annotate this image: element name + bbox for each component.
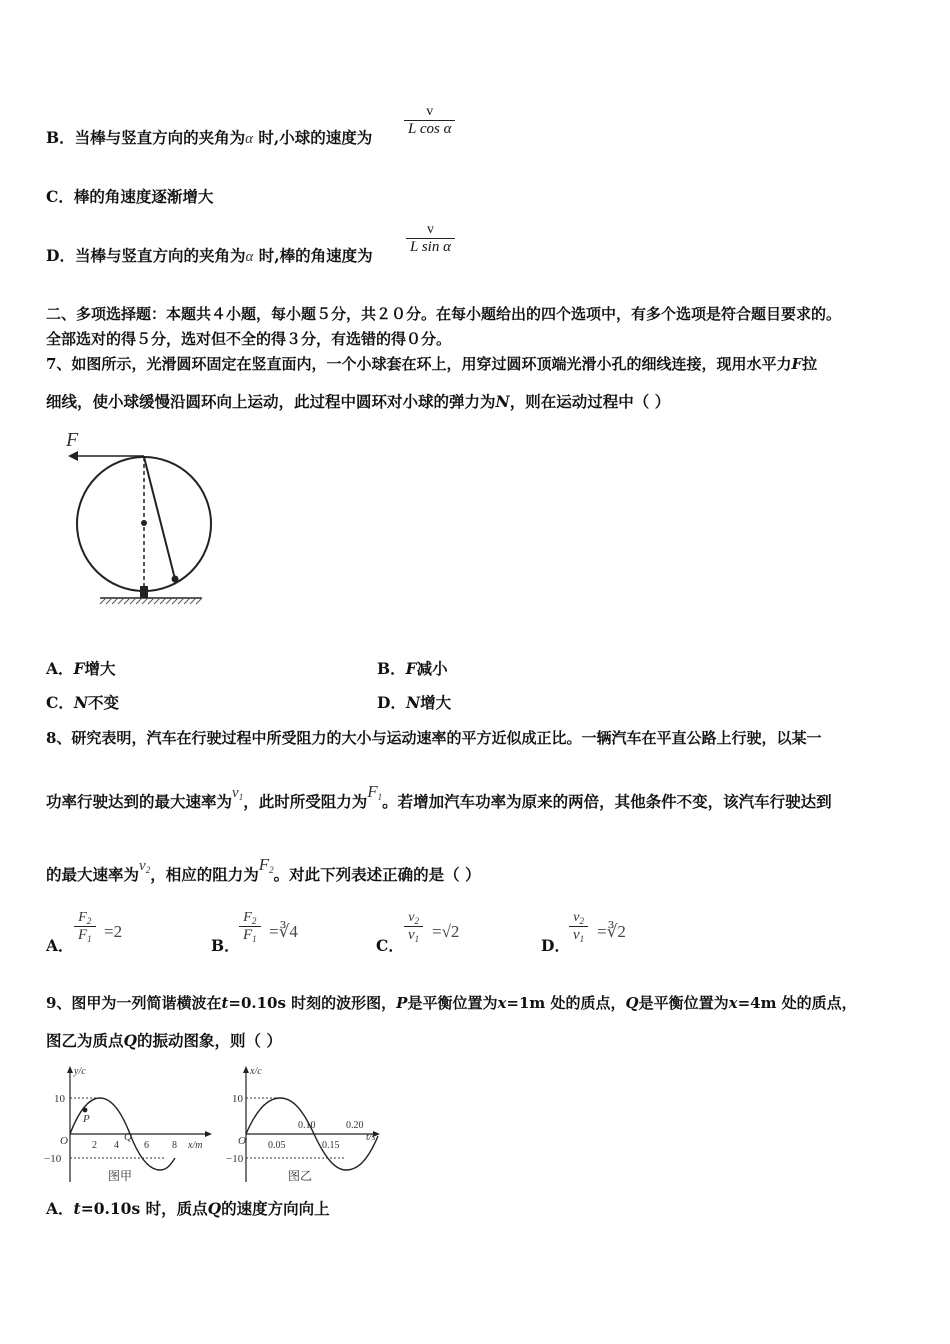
q9-option-a bbox=[46, 1201, 330, 1217]
var-x: x bbox=[497, 994, 507, 1012]
var-Q: Q bbox=[207, 1199, 222, 1218]
q7-stem-line2 bbox=[46, 394, 670, 410]
q8-text: ，此时所受阻力为 bbox=[243, 792, 368, 811]
fraction-numerator: v bbox=[426, 104, 434, 119]
q9-text: 图乙为质点 bbox=[46, 1031, 124, 1050]
var-subscript: 2 bbox=[269, 865, 274, 875]
string bbox=[144, 457, 175, 579]
t-tick: 0.05 bbox=[268, 1140, 286, 1151]
q9-text: =4m 处的质点， bbox=[737, 994, 857, 1012]
var-letter: v bbox=[139, 858, 146, 874]
x-axis-label: t/s bbox=[366, 1132, 376, 1143]
ratio-fraction bbox=[239, 910, 261, 944]
x-tick: 8 bbox=[172, 1140, 177, 1151]
ratio-rhs: =√2 bbox=[432, 922, 460, 941]
force-label: F bbox=[66, 429, 79, 451]
option-prefix: B． bbox=[377, 659, 406, 678]
q8-option-d bbox=[541, 910, 691, 962]
var-N: N bbox=[495, 392, 510, 411]
option-prefix: D． bbox=[541, 936, 570, 955]
y-tick-neg10: −10 bbox=[44, 1153, 62, 1165]
q7-option-d bbox=[377, 695, 451, 711]
point-q-label: Q bbox=[124, 1131, 132, 1143]
wave-graph bbox=[40, 1062, 216, 1188]
q8-option-a bbox=[46, 910, 196, 962]
q6-option-d-mid: 时,棒的角速度为 bbox=[253, 246, 373, 265]
graph-caption: 图乙 bbox=[288, 1169, 313, 1183]
q6-option-b-fraction bbox=[404, 104, 455, 138]
var-subscript: 1 bbox=[238, 792, 244, 802]
support bbox=[140, 586, 148, 598]
var-letter: v bbox=[232, 785, 239, 801]
fraction-denominator: $v_1$ bbox=[573, 927, 585, 944]
option-var: F bbox=[405, 659, 417, 678]
q6-option-b-label: B．当棒与竖直方向的夹角为 bbox=[46, 128, 246, 147]
option-text: =0.10s 时，质点 bbox=[80, 1199, 208, 1218]
option-text: 增大 bbox=[84, 659, 116, 678]
q9-text: =1m 处的质点， bbox=[506, 994, 626, 1012]
q8-option-b bbox=[211, 910, 361, 962]
q9-text: =0.10s 时刻的波形图， bbox=[228, 994, 397, 1012]
q6-option-c: C．棒的角速度逐渐增大 bbox=[46, 187, 214, 206]
t-tick: 0.10 bbox=[298, 1120, 316, 1131]
fraction-denominator: L sin α bbox=[410, 239, 451, 255]
q8-stem-line2 bbox=[46, 782, 832, 812]
point-p-label: P bbox=[83, 1113, 90, 1125]
option-prefix: A． bbox=[46, 659, 74, 678]
q6-option-b bbox=[46, 130, 372, 147]
var-F1 bbox=[367, 782, 382, 801]
fraction-denominator: $v_1$ bbox=[408, 927, 420, 944]
x-tick: 2 bbox=[92, 1140, 97, 1151]
vibration-graph bbox=[228, 1062, 388, 1188]
option-prefix: A． bbox=[46, 1199, 74, 1218]
var-letter: F bbox=[258, 855, 270, 874]
option-text: 不变 bbox=[88, 693, 120, 712]
var-x: x bbox=[728, 994, 738, 1012]
var-F2 bbox=[259, 855, 274, 874]
var-P: P bbox=[396, 994, 408, 1012]
q6-option-b-mid: 时,小球的速度为 bbox=[252, 128, 373, 147]
q7-option-c bbox=[46, 695, 119, 711]
option-var: N bbox=[73, 693, 89, 712]
t-tick: 0.15 bbox=[322, 1140, 340, 1151]
q8-text: ，相应的阻力为 bbox=[150, 865, 259, 884]
arrowhead-icon bbox=[68, 451, 78, 461]
q7-option-b bbox=[377, 661, 448, 677]
option-prefix: C． bbox=[46, 693, 74, 712]
fraction-numerator: $F_2$ bbox=[78, 910, 92, 926]
q7-ring-figure bbox=[60, 426, 220, 610]
q9-text: 的振动图象，则（ ） bbox=[137, 1031, 282, 1050]
q6-option-d-fraction bbox=[406, 222, 455, 256]
y-tick-10: 10 bbox=[54, 1093, 65, 1105]
q6-option-d bbox=[46, 248, 373, 265]
y-tick-neg10: −10 bbox=[226, 1153, 244, 1165]
ratio-rhs: =∛2 bbox=[597, 922, 626, 941]
point-p bbox=[83, 1108, 88, 1113]
option-text: 增大 bbox=[420, 693, 452, 712]
ratio-fraction bbox=[74, 910, 96, 944]
t-tick: 0.20 bbox=[346, 1120, 364, 1131]
q6-option-d-label: D．当棒与竖直方向的夹角为 bbox=[46, 246, 246, 265]
q8-text: 功率行驶达到的最大速率为 bbox=[46, 792, 233, 811]
q9-stem-line2 bbox=[46, 1033, 282, 1049]
y-axis-label: y/c bbox=[74, 1066, 86, 1077]
q9-text: 是平衡位置为 bbox=[638, 994, 729, 1012]
y-arrow-icon bbox=[67, 1066, 73, 1073]
x-axis-label: x/m bbox=[188, 1140, 203, 1151]
origin-label: O bbox=[238, 1135, 246, 1147]
fraction-numerator: v bbox=[426, 222, 434, 237]
q9-stem-line1 bbox=[46, 996, 857, 1011]
option-text: 减小 bbox=[416, 659, 448, 678]
q7-text: ，则在运动过程中（ ） bbox=[509, 392, 671, 411]
y-axis-label: x/c bbox=[250, 1066, 262, 1077]
x-arrow-icon bbox=[205, 1131, 212, 1137]
fraction-denominator: $F_1$ bbox=[243, 927, 257, 944]
ratio-fraction bbox=[404, 910, 423, 944]
fraction-numerator: $F_2$ bbox=[243, 910, 257, 926]
option-prefix: A． bbox=[46, 936, 74, 955]
var-t: t bbox=[73, 1199, 81, 1218]
origin-label: O bbox=[60, 1135, 68, 1147]
fraction-denominator: $F_1$ bbox=[78, 927, 92, 944]
ratio-rhs: =2 bbox=[104, 922, 123, 941]
q9-text: 是平衡位置为 bbox=[407, 994, 498, 1012]
x-tick: 6 bbox=[144, 1140, 149, 1151]
q8-stem-line1: 8、研究表明，汽车在行驶过程中所受阻力的大小与运动速率的平方近似成正比。一辆汽车在平直公路上行驶，以某一 bbox=[46, 729, 822, 747]
ratio-fraction bbox=[569, 910, 588, 944]
q8-text: 。若增加汽车功率为原来的两倍，其他条件不变，该汽车行驶达到 bbox=[382, 792, 832, 811]
q7-text: 7、如图所示，光滑圆环固定在竖直面内，一个小球套在环上，用穿过圆环顶端光滑小孔的细线连接，现用水平力 bbox=[46, 355, 792, 373]
q9-text: 9、图甲为一列简谐横波在 bbox=[46, 994, 222, 1012]
var-subscript: 1 bbox=[377, 792, 383, 802]
section-2-heading: 二、多项选择题：本题共４小题，每小题５分，共２０分。在每小题给出的四个选项中，有多个选项是符合题目要求的。 bbox=[46, 305, 842, 323]
alpha-symbol: α bbox=[245, 249, 254, 265]
x-tick: 4 bbox=[114, 1140, 119, 1151]
fraction-denominator: L cos α bbox=[408, 121, 452, 137]
option-prefix: C． bbox=[376, 936, 404, 955]
q8-text: 。对此下列表述正确的是（ ） bbox=[273, 865, 481, 884]
q7-option-a bbox=[46, 661, 116, 677]
var-F: F bbox=[791, 355, 803, 373]
option-var: F bbox=[73, 659, 85, 678]
fraction-numerator: $v_2$ bbox=[573, 910, 584, 926]
var-Q: Q bbox=[625, 994, 639, 1012]
option-prefix: D． bbox=[377, 693, 406, 712]
q8-stem-line3 bbox=[46, 855, 481, 885]
option-var: N bbox=[405, 693, 421, 712]
ratio-rhs: =∛4 bbox=[269, 922, 298, 941]
var-t: t bbox=[221, 994, 229, 1012]
y-arrow-icon bbox=[243, 1066, 249, 1073]
ring-center bbox=[141, 520, 147, 526]
q7-stem-line1 bbox=[46, 357, 817, 372]
ball bbox=[172, 576, 179, 583]
var-Q: Q bbox=[123, 1031, 138, 1050]
var-v1 bbox=[232, 785, 243, 801]
q8-option-c bbox=[376, 910, 526, 962]
var-subscript: 2 bbox=[145, 865, 151, 875]
q7-text: 拉 bbox=[802, 355, 818, 373]
y-tick-10: 10 bbox=[232, 1093, 243, 1105]
q7-text: 细线，使小球缓慢沿圆环向上运动，此过程中圆环对小球的弹力为 bbox=[46, 392, 496, 411]
section-2-scoring: 全部选对的得５分，选对但不全的得３分，有选错的得０分。 bbox=[46, 330, 452, 348]
var-letter: F bbox=[367, 782, 378, 801]
alpha-symbol: α bbox=[245, 131, 253, 147]
graph-caption: 图甲 bbox=[108, 1169, 133, 1183]
q8-text: 的最大速率为 bbox=[46, 865, 140, 884]
option-text: 的速度方向向上 bbox=[221, 1199, 330, 1218]
option-prefix: B． bbox=[211, 936, 240, 955]
ground-hatch bbox=[100, 598, 202, 604]
fraction-numerator: $v_2$ bbox=[408, 910, 419, 926]
var-v2 bbox=[139, 858, 150, 874]
